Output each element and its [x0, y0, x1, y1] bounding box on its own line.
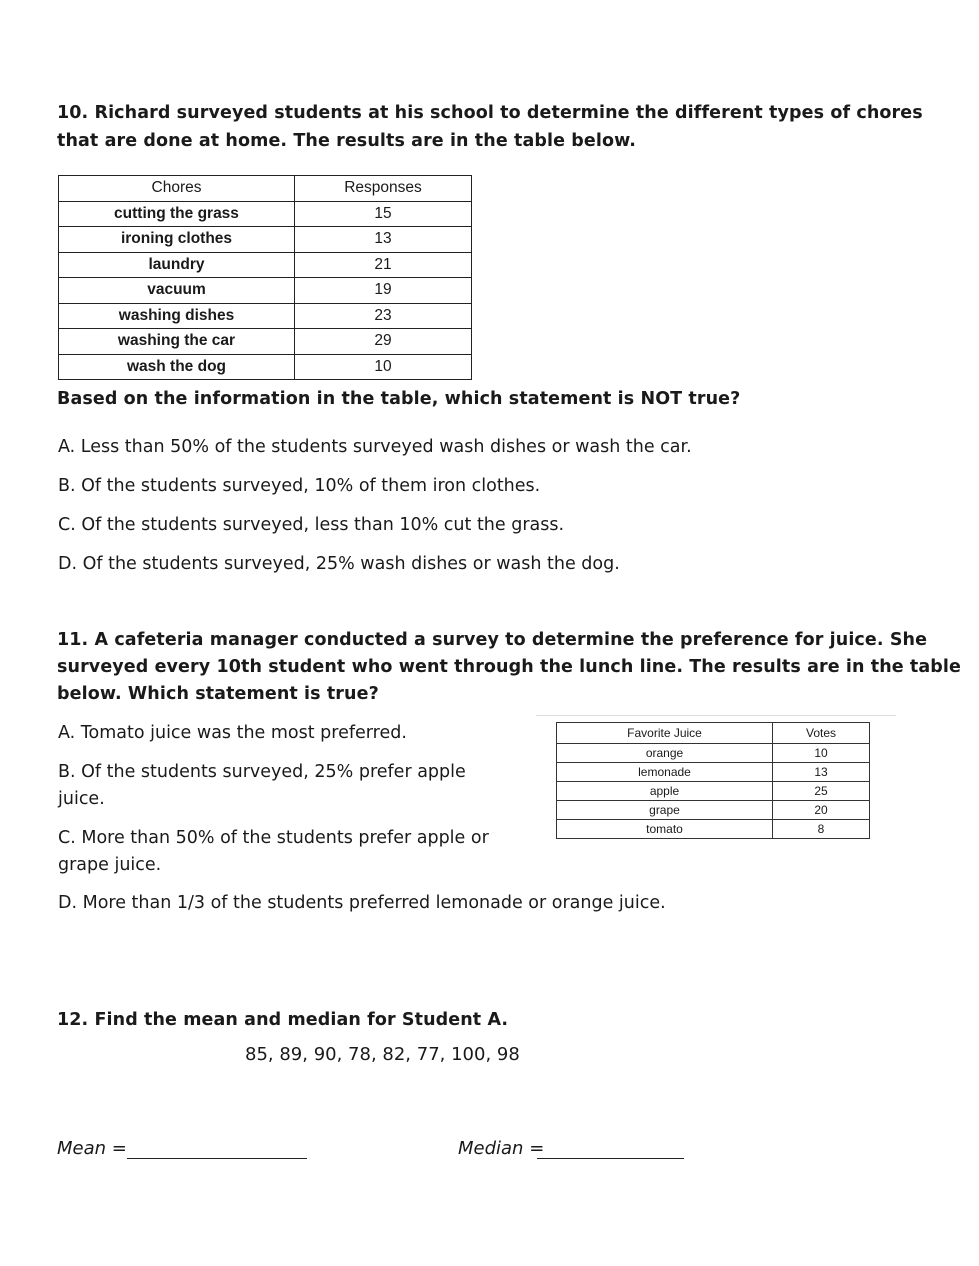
- table-row: [59, 227, 472, 253]
- q10-prompt: Based on the information in the table, which statement is NOT true?: [57, 389, 741, 409]
- q11-option-d: D. More than 1/3 of the students preferred lemonade or orange juice.: [58, 893, 666, 913]
- q11-option-c-line1: C. More than 50% of the students prefer apple or: [58, 828, 489, 848]
- juice-table: [556, 722, 870, 839]
- q11-stem-line1: 11. A cafeteria manager conducted a survey to determine the preference for juice. She: [57, 630, 928, 650]
- q11-option-b-line2: juice.: [58, 789, 105, 809]
- juice-votes: 13: [773, 763, 870, 782]
- juice-votes: 8: [773, 820, 870, 839]
- chore-name: washing dishes: [59, 303, 295, 329]
- chores-header-chores: Chores: [59, 176, 295, 202]
- chore-responses: 10: [295, 354, 472, 380]
- table-row: [59, 329, 472, 355]
- chores-header-responses: Responses: [295, 176, 472, 202]
- chore-responses: 23: [295, 303, 472, 329]
- chore-name: ironing clothes: [59, 227, 295, 253]
- chore-responses: 13: [295, 227, 472, 253]
- table-row: [557, 801, 870, 820]
- table-row: [59, 252, 472, 278]
- q11-option-a: A. Tomato juice was the most preferred.: [58, 723, 407, 743]
- mean-answer-line[interactable]: [127, 1158, 307, 1159]
- table-row: [557, 782, 870, 801]
- q10-stem-line2: that are done at home. The results are in the table below.: [57, 131, 636, 151]
- table-row: [59, 201, 472, 227]
- chores-table: [58, 175, 472, 380]
- chore-responses: 29: [295, 329, 472, 355]
- table-row: [557, 744, 870, 763]
- juice-header-favorite: Favorite Juice: [557, 723, 773, 744]
- chore-responses: 21: [295, 252, 472, 278]
- chore-name: washing the car: [59, 329, 295, 355]
- table-row: [59, 354, 472, 380]
- juice-name: orange: [557, 744, 773, 763]
- q10-option-b: B. Of the students surveyed, 10% of them iron clothes.: [58, 476, 541, 496]
- median-label: Median =: [458, 1138, 545, 1159]
- chore-name: vacuum: [59, 278, 295, 304]
- juice-name: lemonade: [557, 763, 773, 782]
- q11-stem-line2: surveyed every 10th student who went through the lunch line. The results are in the table: [57, 657, 961, 677]
- q11-stem-line3: below. Which statement is true?: [57, 684, 379, 704]
- q10-stem-line1: 10. Richard surveyed students at his school to determine the different types of chores: [57, 103, 923, 123]
- chore-name: laundry: [59, 252, 295, 278]
- q12-number-list: 85, 89, 90, 78, 82, 77, 100, 98: [245, 1044, 520, 1065]
- juice-header-votes: Votes: [773, 723, 870, 744]
- table-row: [59, 278, 472, 304]
- q11-option-c-line2: grape juice.: [58, 855, 162, 875]
- median-answer-line[interactable]: [537, 1158, 684, 1159]
- chore-responses: 15: [295, 201, 472, 227]
- chore-responses: 19: [295, 278, 472, 304]
- table-row: [557, 820, 870, 839]
- juice-votes: 25: [773, 782, 870, 801]
- q11-option-b-line1: B. Of the students surveyed, 25% prefer apple: [58, 762, 466, 782]
- juice-table-header: [557, 723, 870, 744]
- q12-prompt: 12. Find the mean and median for Student A.: [57, 1010, 509, 1030]
- chores-table-header: [59, 176, 472, 202]
- q10-option-c: C. Of the students surveyed, less than 10% cut the grass.: [58, 515, 565, 535]
- chore-name: cutting the grass: [59, 201, 295, 227]
- juice-name: tomato: [557, 820, 773, 839]
- table-row: [557, 763, 870, 782]
- juice-name: apple: [557, 782, 773, 801]
- mean-label: Mean =: [57, 1138, 127, 1159]
- chore-name: wash the dog: [59, 354, 295, 380]
- q10-option-d: D. Of the students surveyed, 25% wash dishes or wash the dog.: [58, 554, 620, 574]
- juice-votes: 10: [773, 744, 870, 763]
- scan-line: [536, 715, 896, 716]
- q10-option-a: A. Less than 50% of the students surveyed wash dishes or wash the car.: [58, 437, 692, 457]
- juice-votes: 20: [773, 801, 870, 820]
- table-row: [59, 303, 472, 329]
- juice-name: grape: [557, 801, 773, 820]
